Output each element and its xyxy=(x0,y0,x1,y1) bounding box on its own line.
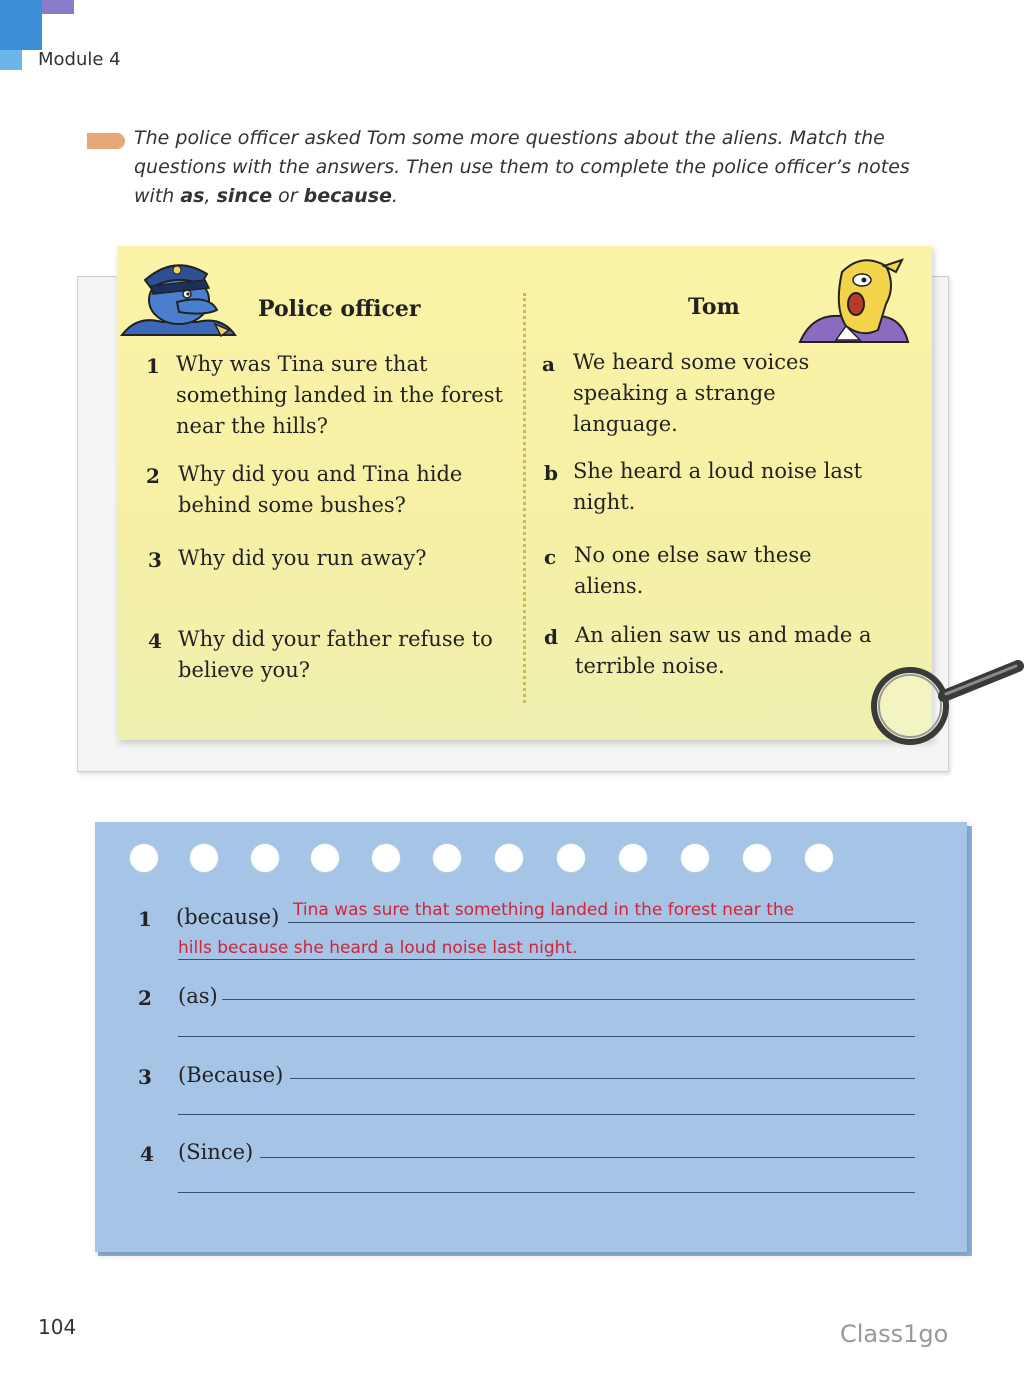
note-number: 1 xyxy=(138,907,152,931)
binder-hole xyxy=(680,843,710,873)
keyword-as: as xyxy=(180,185,205,207)
module-label: Module 4 xyxy=(38,49,121,70)
answer-line: No one else saw these xyxy=(574,543,812,567)
question-number: 4 xyxy=(148,629,162,653)
binder-hole xyxy=(189,843,219,873)
question-number: 2 xyxy=(146,464,160,488)
writing-line xyxy=(178,959,915,960)
question-line: behind some bushes? xyxy=(178,493,406,517)
answer-line: An alien saw us and made a xyxy=(575,623,872,647)
answer-letter: c xyxy=(544,545,557,569)
question-4 xyxy=(178,624,518,686)
question-line: near the hills? xyxy=(176,414,328,438)
answer-letter: d xyxy=(544,625,558,649)
writing-line[interactable] xyxy=(178,1114,915,1115)
answer-a xyxy=(573,347,913,440)
note-number: 2 xyxy=(138,986,152,1010)
writing-line[interactable] xyxy=(178,1036,915,1037)
note-answer-line: Tina was sure that something landed in the forest near the xyxy=(293,900,795,920)
binder-hole xyxy=(250,843,280,873)
instruction-text xyxy=(134,124,944,211)
column-divider xyxy=(523,293,526,703)
answer-line: She heard a loud noise last xyxy=(573,459,863,483)
instruction-marker xyxy=(87,133,125,149)
answer-d xyxy=(575,620,915,682)
note-connector: (Since) xyxy=(178,1140,254,1164)
police-officer-header: Police officer xyxy=(258,296,421,322)
writing-line[interactable] xyxy=(178,1192,915,1193)
watermark: Class1go xyxy=(840,1320,949,1348)
question-1 xyxy=(176,349,521,442)
police-officer-icon xyxy=(117,250,242,345)
corner-decoration xyxy=(0,50,22,70)
answer-letter: a xyxy=(542,352,555,376)
answer-c xyxy=(574,540,914,602)
keyword-since: since xyxy=(216,185,273,207)
answer-letter: b xyxy=(544,461,558,485)
question-line: believe you? xyxy=(178,658,310,682)
question-line: Why did you and Tina hide xyxy=(178,462,463,486)
question-line: something landed in the forest xyxy=(176,383,503,407)
answer-line: speaking a strange xyxy=(573,381,776,405)
instruction-body: The police officer asked Tom some more questions about the aliens. Match the questions with the answers. Then use them to complete the police officer’s notes with xyxy=(134,127,910,207)
answer-line: language. xyxy=(573,412,678,436)
question-line: Why did you run away? xyxy=(178,546,427,570)
answer-line: aliens. xyxy=(574,574,644,598)
corner-decoration xyxy=(42,0,74,14)
notes-card xyxy=(95,822,967,1252)
answer-line: terrible noise. xyxy=(575,654,725,678)
question-line: Why did your father refuse to xyxy=(178,627,493,651)
question-number: 1 xyxy=(146,354,160,378)
binder-hole xyxy=(129,843,159,873)
note-number: 3 xyxy=(138,1065,152,1089)
corner-decoration xyxy=(0,0,42,50)
binder-hole xyxy=(556,843,586,873)
instruction-separator: , xyxy=(204,185,217,207)
question-line: Why was Tina sure that xyxy=(176,352,428,376)
instruction-separator: or xyxy=(272,185,304,207)
binder-hole xyxy=(310,843,340,873)
binder-hole xyxy=(742,843,772,873)
magnifying-glass-icon xyxy=(868,660,1024,752)
writing-line[interactable] xyxy=(260,1157,915,1158)
binder-hole xyxy=(432,843,462,873)
note-connector: (because) xyxy=(176,905,280,929)
instruction-end: . xyxy=(391,185,398,207)
note-connector: (Because) xyxy=(178,1063,284,1087)
note-answer-line: hills because she heard a loud noise last night. xyxy=(178,938,578,958)
note-number: 4 xyxy=(140,1142,154,1166)
question-2 xyxy=(178,459,518,521)
writing-line[interactable] xyxy=(222,999,915,1000)
binder-hole xyxy=(371,843,401,873)
binder-hole xyxy=(804,843,834,873)
question-3 xyxy=(178,543,518,574)
tom-character-icon xyxy=(792,252,912,344)
note-connector: (as) xyxy=(178,984,218,1008)
answer-line: night. xyxy=(573,490,636,514)
binder-hole xyxy=(494,843,524,873)
writing-line xyxy=(288,922,915,923)
writing-line[interactable] xyxy=(290,1078,915,1079)
page-number: 104 xyxy=(38,1315,77,1339)
keyword-because: because xyxy=(303,185,392,207)
question-number: 3 xyxy=(148,548,162,572)
answer-b xyxy=(573,456,913,518)
answer-line: We heard some voices xyxy=(573,350,810,374)
binder-hole xyxy=(618,843,648,873)
tom-header: Tom xyxy=(688,294,740,320)
